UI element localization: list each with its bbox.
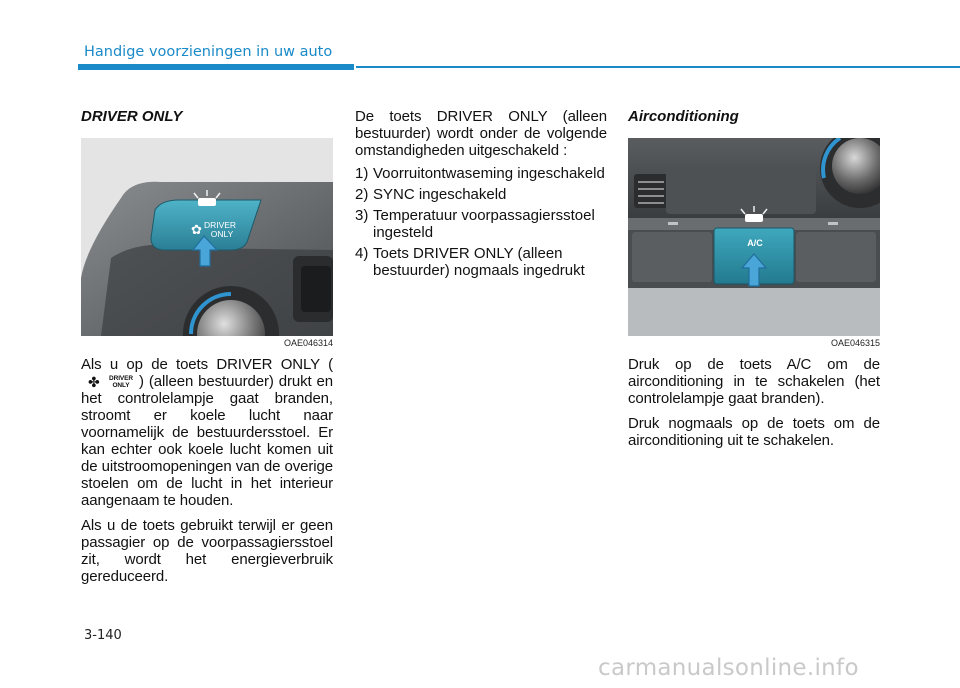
driver-only-paragraph-1-end: ) (alleen bestuurder) drukt en het controlelampje gaat branden, stroomt er koele lucht naar voornamelijk de bestuurdersstoel. Er kan echter ook koele lucht komen uit de uitstroomopeningen van de overige stoelen om de lucht in het interieur aangenaam te houden. [81, 373, 333, 510]
airco-illustration [628, 138, 880, 336]
driver-only-figure [81, 138, 333, 336]
list-item: 2) SYNC ingeschakeld [355, 186, 507, 203]
driver-only-illustration [81, 138, 333, 336]
list-item: 4) Toets DRIVER ONLY (alleen bestuurder) nogmaals ingedrukt [355, 245, 585, 279]
driver-only-paragraph-2: Als u de toets gebruikt terwijl er geen passagier op de voorpassagiersstoel zit, wordt het energieverbruik gereduceerd. [81, 517, 333, 586]
airco-heading: Airconditioning [628, 108, 739, 125]
driver-only-paragraph-1-start: Als u op de toets DRIVER ONLY ( [81, 356, 333, 373]
fan-icon: ✤ [88, 374, 100, 391]
driver-only-figure-code: OAE046314 [283, 338, 333, 348]
airco-paragraph-1: Druk op de toets A/C om de airconditioning in te schakelen (het controlelampje gaat branden). [628, 356, 880, 407]
section-header-title: Handige voorzieningen in uw auto [84, 44, 333, 60]
watermark: carmanualsonline.info [598, 655, 859, 681]
deactivation-intro: De toets DRIVER ONLY (alleen bestuurder) wordt onder de volgende omstandigheden uitgeschakeld : [355, 108, 607, 159]
driver-only-button-label2: ONLY [210, 229, 234, 239]
ac-button-label: A/C [747, 238, 763, 248]
airco-column [628, 108, 880, 457]
driver-only-inline-icon-label-1: DRIVER [109, 375, 133, 383]
header-accent-bar [78, 64, 354, 70]
driver-only-inline-icon [84, 374, 136, 390]
driver-only-inline-icon-label-2: ONLY [112, 382, 130, 390]
driver-only-heading: DRIVER ONLY [81, 108, 183, 125]
header-rule [356, 66, 960, 68]
driver-only-paragraph-1 [81, 356, 333, 509]
list-item: 3) Temperatuur voorpassagiersstoel ingesteld [355, 207, 595, 241]
page-number: 3-140 [84, 628, 122, 643]
list-item: 1) Voorruitontwaseming ingeschakeld [355, 165, 605, 182]
deactivation-column [355, 108, 607, 283]
airco-figure-code: OAE046315 [830, 338, 880, 348]
airco-figure [628, 138, 880, 336]
driver-only-column [81, 108, 333, 593]
svg-text:✿: ✿ [191, 222, 202, 237]
airco-paragraph-2: Druk nogmaals op de toets om de airconditioning uit te schakelen. [628, 415, 880, 449]
driver-only-button-label: DRIVER [203, 220, 237, 230]
deactivation-list [355, 165, 607, 279]
